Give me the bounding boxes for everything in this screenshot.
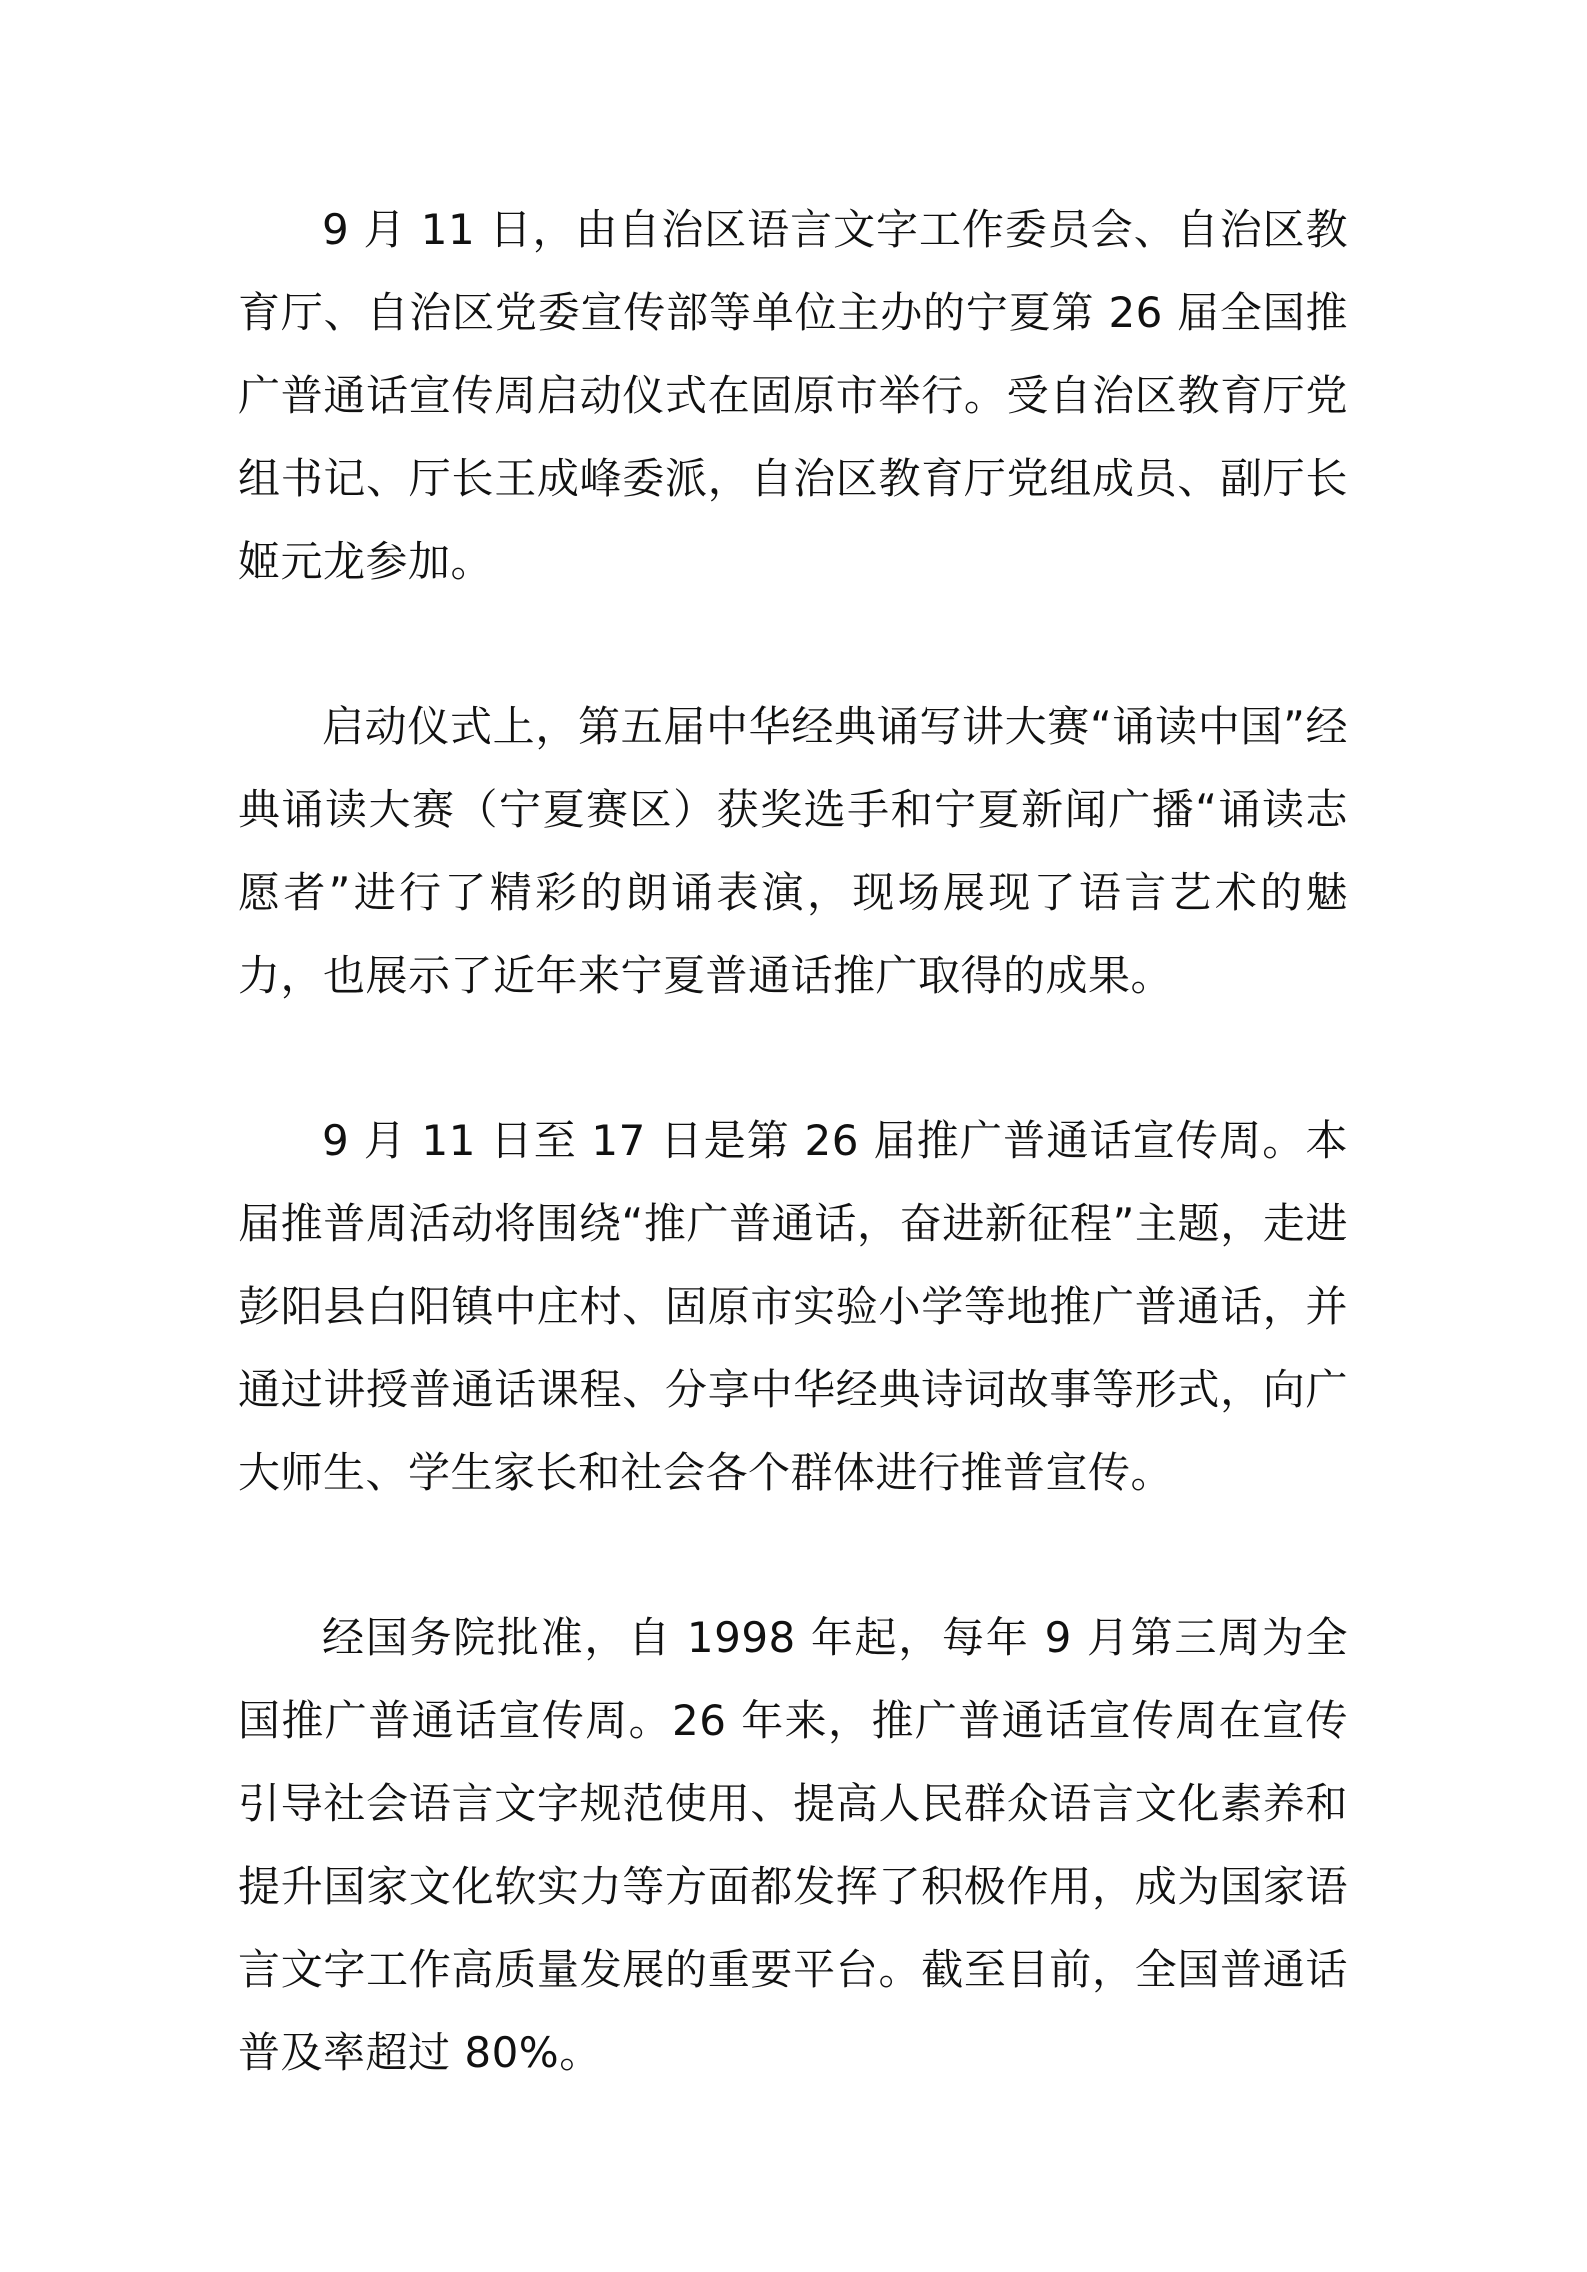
paragraph-background-results: 经国务院批准，自 1998 年起，每年 9 月第三周为全国推广普通话宣传周。26 年来，推广普通话宣传周在宣传引导社会语言文字规范使用、提高人民群众语言文化素养和提升国家文化软实力等方面都发挥了积极作用，成为国家语言文字工作高质量发展的重要平台。截至目前，全国普通话普及率超过 80%。 — [238, 1613, 1348, 2077]
paragraph-promotion-week: 9 月 11 日至 17 日是第 26 届推广普通话宣传周。本届推普周活动将围绕“推广普通话，奋进新征程”主题，走进彭阳县白阳镇中庄村、固原市实验小学等地推广普通话，并通过讲授普通话课程、分享中华经典诗词故事等形式，向广大师生、学生家长和社会各个群体进行推普宣传。 — [238, 1116, 1348, 1497]
article-body — [238, 188, 1348, 2094]
paragraph-opening-ceremony: 9 月 11 日，由自治区语言文字工作委员会、自治区教育厅、自治区党委宣传部等单位主办的宁夏第 26 届全国推广普通话宣传周启动仪式在固原市举行。受自治区教育厅党组书记、厅长王成峰委派，自治区教育厅党组成员、副厅长姬元龙参加。 — [238, 205, 1348, 586]
paragraph-recitation-performance: 启动仪式上，第五届中华经典诵写讲大赛“诵读中国”经典诵读大赛（宁夏赛区）获奖选手和宁夏新闻广播“诵读志愿者”进行了精彩的朗诵表演，现场展现了语言艺术的魅力，也展示了近年来宁夏普通话推广取得的成果。 — [238, 702, 1348, 1000]
